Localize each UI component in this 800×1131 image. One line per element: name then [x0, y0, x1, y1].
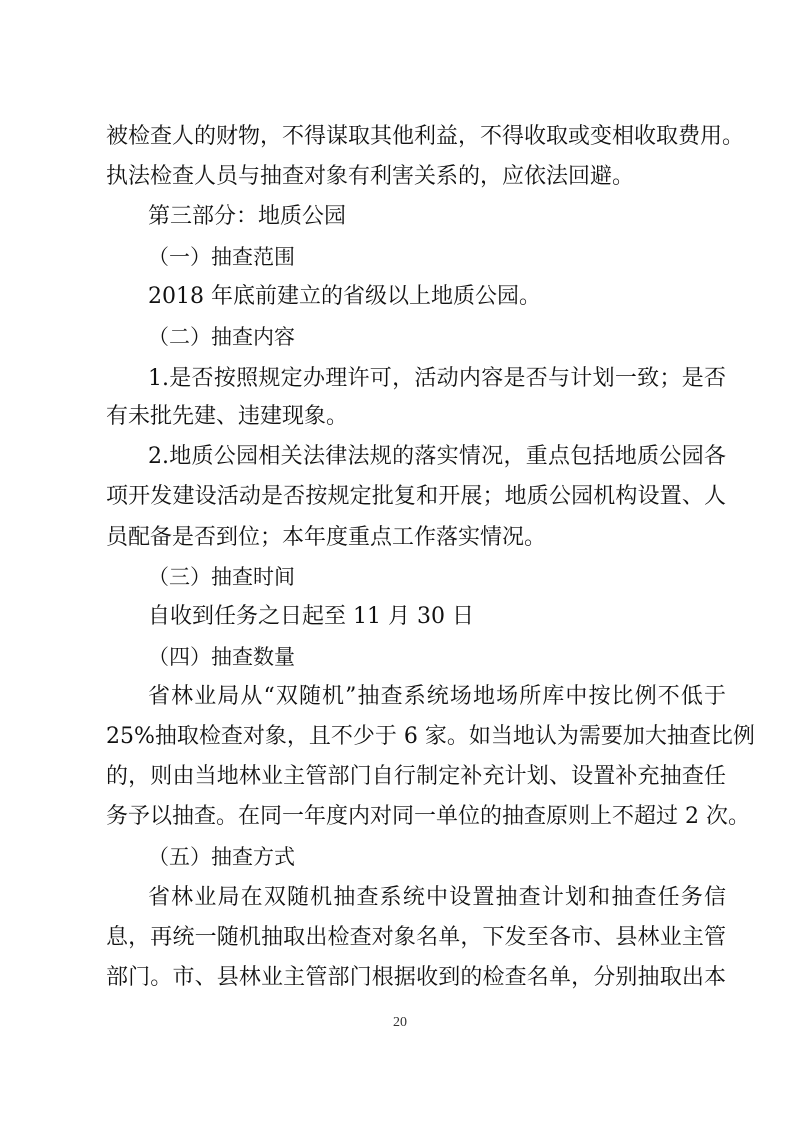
body-text-line: 省林业局在双随机抽查系统中设置抽查计划和抽查任务信 [148, 885, 726, 910]
subsection-heading: （一）抽查范围 [148, 245, 295, 269]
body-text-line: 被检查人的财物，不得谋取其他利益，不得收取或变相收取费用。 [106, 124, 745, 149]
body-text-line: 省林业局从“双随机”抽查系统场地场所库中按比例不低于 [148, 684, 726, 709]
section-title: 第三部分：地质公园 [148, 204, 347, 229]
body-text-line: 1.是否按照规定办理许可，活动内容是否与计划一致；是否 [148, 366, 726, 391]
body-text-line: 的，则由当地林业主管部门自行制定补充计划、设置补充抽查任 [106, 764, 726, 789]
subsection-heading: （五）抽查方式 [148, 845, 295, 869]
body-text-line: 自收到任务之日起至 11 月 30 日 [148, 604, 474, 629]
subsection-heading: （四）抽查数量 [148, 645, 295, 669]
body-text-line: 2018 年底前建立的省级以上地质公园。 [148, 284, 541, 309]
page-number: 20 [393, 1015, 407, 1030]
body-text-line: 执法检查人员与抽查对象有利害关系的，应依法回避。 [106, 164, 635, 189]
body-text-line: 有未批先建、违建现象。 [106, 404, 349, 429]
body-text-line: 25%抽取检查对象，且不少于 6 家。如当地认为需要加大抽查比例 [106, 724, 755, 749]
body-text-line: 息，再统一随机抽取出检查对象名单，下发至各市、县林业主管 [106, 925, 726, 950]
subsection-heading: （二）抽查内容 [148, 325, 295, 349]
body-text-line: 2.地质公园相关法律法规的落实情况，重点包括地质公园各 [148, 444, 726, 469]
body-text-line: 务予以抽查。在同一年度内对同一单位的抽查原则上不超过 2 次。 [106, 804, 750, 829]
subsection-heading: （三）抽查时间 [148, 565, 295, 589]
body-text-line: 部门。市、县林业主管部门根据收到的检查名单，分别抽取出本 [106, 965, 726, 990]
body-text-line: 员配备是否到位；本年度重点工作落实情况。 [106, 525, 547, 550]
body-text-line: 项开发建设活动是否按规定批复和开展；地质公园机构设置、人 [106, 484, 726, 509]
